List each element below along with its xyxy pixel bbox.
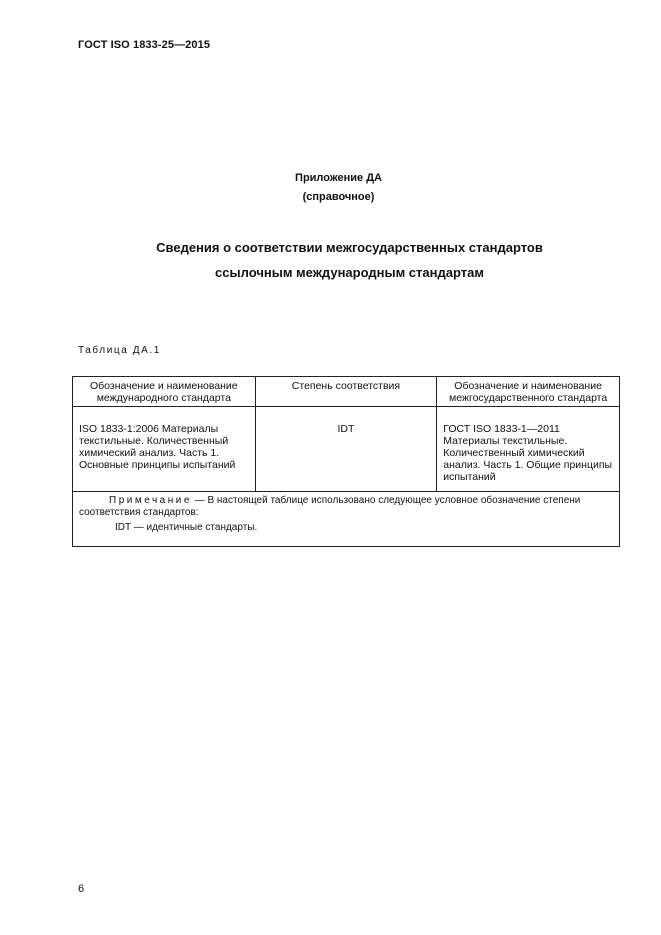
section-heading-line-1: Сведения о соответствии межгосударственных стандартов	[156, 240, 543, 255]
note-definition: IDT — идентичные стандарты.	[115, 522, 258, 533]
table-note-row	[73, 492, 620, 547]
header-degree-of-correspondence: Степень соответствия	[255, 377, 437, 407]
page-number: 6	[78, 883, 85, 895]
section-heading-line-2: ссылочным международным стандартам	[215, 265, 484, 280]
appendix-title: Приложение ДА	[295, 172, 382, 184]
table-caption: Таблица ДА.1	[78, 345, 161, 356]
table-row	[73, 407, 620, 492]
document-code: ГОСТ ISO 1833-25—2015	[78, 39, 211, 51]
table-header-row	[73, 377, 620, 407]
note-paragraph	[79, 495, 613, 519]
header-international-standard: Обозначение и наименование международного стандарта	[73, 377, 256, 407]
cell-interstate-standard: ГОСТ ISO 1833-1—2011 Материалы текстильные. Количественный химический анализ. Часть 1. Общие принципы испытаний	[437, 407, 620, 492]
cell-degree: IDT	[255, 407, 437, 492]
note-text: — В настоящей таблице использовано следующее условное обозначение степени соответствия стандартов:	[79, 495, 581, 518]
appendix-subtitle: (справочное)	[302, 191, 375, 203]
header-interstate-standard: Обозначение и наименование межгосударственного стандарта	[437, 377, 620, 407]
cell-international-standard: ISO 1833-1:2006 Материалы текстильные. Количественный химический анализ. Часть 1. Основные принципы испытаний	[73, 407, 256, 492]
standards-correspondence-table	[72, 376, 620, 547]
table-note	[73, 492, 620, 547]
note-label: Примечание	[109, 495, 192, 506]
